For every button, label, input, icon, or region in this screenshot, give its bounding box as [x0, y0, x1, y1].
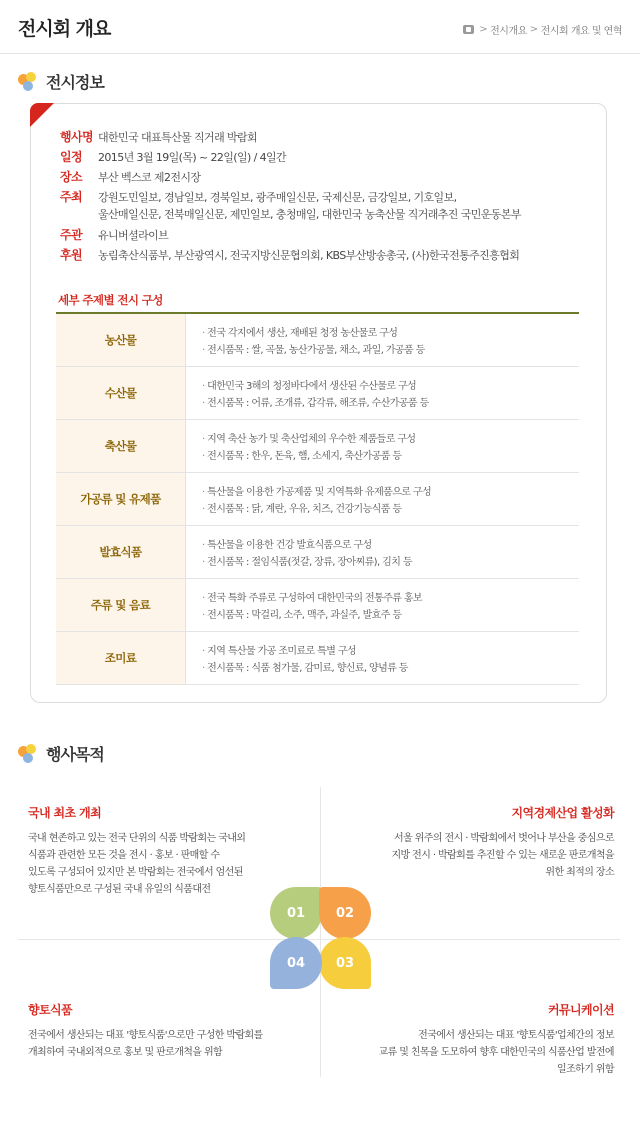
theme-line: · 전국 특화 주류로 구성하여 대한민국의 전통주류 홍보: [202, 590, 422, 607]
purpose-block-04: [28, 1002, 263, 1061]
breadcrumb: [463, 22, 622, 37]
theme-name: 주류 및 음료: [56, 579, 186, 631]
theme-line: · 대한민국 3해의 청정바다에서 생산된 수산물로 구성: [202, 378, 429, 395]
petal-04: 04: [270, 937, 322, 989]
purpose-section-header: [18, 742, 104, 765]
theme-line: · 전시품목 : 절임식품(젓갈, 장류, 장아찌류), 김치 등: [202, 554, 412, 571]
info-value: 2015년 3월 19일(목) ~ 22일(일) / 4일간: [98, 151, 287, 164]
petal-02: 02: [319, 887, 371, 939]
table-row: [56, 420, 579, 473]
theme-description: [186, 420, 415, 472]
table-row: [56, 473, 579, 526]
purpose-title: 지역경제산업 활성화: [511, 806, 614, 820]
theme-name: 조미료: [56, 632, 186, 684]
home-icon[interactable]: [463, 25, 474, 34]
theme-line: · 전국 각지에서 생산, 재배된 청정 농산물로 구성: [202, 325, 425, 342]
purpose-text: 국내 현존하고 있는 전국 단위의 식품 박람회는 국내외 식품과 관련한 모든 것을 전시 · 홍보 · 판매할 수 있도록 구성되어 있지만 본 박람회는 전국에서 엄선된 향토식품만으로 구성된 국내 유일의 식품대전: [28, 833, 246, 895]
dots-icon: [18, 744, 38, 764]
purpose-title: 향토식품: [28, 1003, 72, 1017]
theme-name: 가공류 및 유제품: [56, 473, 186, 525]
theme-line: · 지역 축산 농가 및 축산업체의 우수한 제품들로 구성: [202, 431, 415, 448]
petal-03: 03: [319, 937, 371, 989]
theme-description: [186, 473, 431, 525]
theme-line: · 전시품목 : 식품 첨가물, 감미료, 향신료, 양념류 등: [202, 660, 408, 677]
chevron-right-icon: >: [529, 24, 538, 35]
divider-vertical: [320, 787, 321, 1077]
exhibition-info-box: [30, 103, 607, 703]
info-label: 일정: [60, 150, 82, 164]
theme-line: · 전시품목 : 막걸리, 소주, 맥주, 과실주, 발효주 등: [202, 607, 422, 624]
purpose-block-03: [379, 1002, 615, 1078]
info-value: 유니버셜라이브: [98, 229, 169, 242]
divider-horizontal: [18, 939, 620, 940]
theme-name: 축산물: [56, 420, 186, 472]
theme-description: [186, 367, 429, 419]
info-value: 대한민국 대표특산물 직거래 박람회: [98, 131, 258, 144]
info-row-venue: [60, 169, 200, 186]
info-value: 강원도민일보, 경남일보, 경북일보, 광주매일신문, 국제신문, 금강일보, 기호일보, 울산매일신문, 전북매일신문, 제민일보, 충청매일, 대한민국 농축산물 직거래추진 국민운동본부: [98, 191, 521, 221]
info-row-event-name: [60, 129, 257, 146]
info-label: 주최: [60, 190, 82, 204]
info-label: 후원: [60, 248, 82, 262]
purpose-text: 전국에서 생산되는 대표 '향토식품'업체간의 정보 교류 및 친목을 도모하여 향후 대한민국의 식품산업 발전에 일조하기 위함: [378, 1030, 614, 1075]
purpose-title: 커뮤니케이션: [548, 1003, 614, 1017]
themes-heading: 세부 주제별 전시 구성: [58, 293, 163, 307]
table-row: [56, 314, 579, 367]
info-label: 행사명: [60, 130, 93, 144]
themes-table: [56, 312, 579, 685]
purpose-text: 서울 위주의 전시 · 박람회에서 벗어나 부산을 중심으로 지방 전시 · 박람회를 추진할 수 있는 새로운 판로개척을 위한 최적의 장소: [391, 833, 614, 878]
info-row-schedule: [60, 149, 286, 166]
info-value: 부산 벡스코 제2전시장: [98, 171, 201, 184]
theme-name: 발효식품: [56, 526, 186, 578]
info-row-sponsor: [60, 247, 519, 264]
table-row: [56, 526, 579, 579]
theme-line: · 특산물을 이용한 가공제품 및 지역특화 유제품으로 구성: [202, 484, 431, 501]
page-title: 전시회 개요: [18, 18, 111, 40]
theme-description: [186, 579, 422, 631]
chevron-right-icon: >: [479, 24, 488, 35]
theme-line: · 전시품목 : 닭, 계란, 우유, 치즈, 건강기능식품 등: [202, 501, 431, 518]
purpose-area: [0, 787, 640, 1087]
theme-name: 수산물: [56, 367, 186, 419]
purpose-block-02: [391, 805, 614, 881]
table-row: [56, 579, 579, 632]
info-row-host: [60, 189, 521, 223]
section-title-info: 전시정보: [46, 73, 104, 92]
breadcrumb-item-current[interactable]: 전시회 개요 및 연혁: [540, 26, 622, 37]
info-value: 농림축산식품부, 부산광역시, 전국지방신문협의회, KBS부산방송총국, (사)한국전통주진흥협회: [98, 249, 520, 262]
corner-accent: [30, 103, 54, 127]
table-row: [56, 632, 579, 685]
table-row: [56, 367, 579, 420]
theme-line: · 전시품목 : 한우, 돈육, 햄, 소세지, 축산가공품 등: [202, 448, 415, 465]
theme-description: [186, 314, 425, 366]
theme-line: · 전시품목 : 쌀, 곡물, 농산가공물, 채소, 과일, 가공품 등: [202, 342, 425, 359]
theme-description: [186, 526, 412, 578]
theme-name: 농산물: [56, 314, 186, 366]
theme-line: · 지역 특산물 가공 조미료로 특별 구성: [202, 643, 408, 660]
info-section-header: [18, 70, 104, 93]
theme-line: · 전시품목 : 어류, 조개류, 갑각류, 해조류, 수산가공품 등: [202, 395, 429, 412]
purpose-title: 국내 최초 개최: [28, 806, 102, 820]
theme-line: · 특산물을 이용한 건강 발효식품으로 구성: [202, 537, 412, 554]
section-title-purpose: 행사목적: [46, 745, 104, 764]
petal-01: 01: [270, 887, 322, 939]
purpose-text: 전국에서 생산되는 대표 '향토식품'으로만 구성한 박람회를 개최하여 국내외적으로 홍보 및 판로개척을 위함: [28, 1030, 263, 1058]
info-label: 주관: [60, 228, 82, 242]
theme-description: [186, 632, 408, 684]
info-row-organizer: [60, 227, 168, 244]
page-header: [0, 0, 640, 54]
dots-icon: [18, 72, 38, 92]
info-label: 장소: [60, 170, 82, 184]
purpose-block-01: [28, 805, 245, 898]
breadcrumb-item-exhibition[interactable]: 전시개요: [490, 26, 527, 37]
